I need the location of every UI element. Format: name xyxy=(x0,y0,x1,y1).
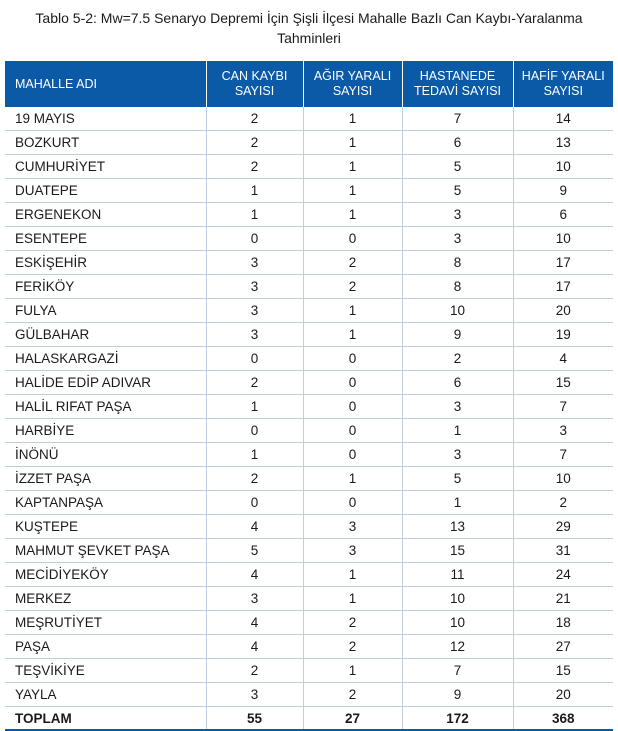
cell-hafif-yarali: 3 xyxy=(513,419,613,443)
cell-agir-yarali: 27 xyxy=(303,707,402,731)
cell-hastanede-tedavi: 10 xyxy=(402,299,513,323)
cell-hastanede-tedavi: 7 xyxy=(402,659,513,683)
cell-hafif-yarali: 9 xyxy=(513,179,613,203)
cell-hastanede-tedavi: 9 xyxy=(402,683,513,707)
cell-hafif-yarali: 6 xyxy=(513,203,613,227)
table-caption xyxy=(5,8,613,48)
caption-line-2: Tahminleri xyxy=(277,30,341,46)
cell-hafif-yarali: 19 xyxy=(513,323,613,347)
cell-hastanede-tedavi: 3 xyxy=(402,227,513,251)
cell-mahalle-name: GÜLBAHAR xyxy=(5,323,206,347)
cell-can-kaybi: 5 xyxy=(206,539,303,563)
cell-agir-yarali: 2 xyxy=(303,275,402,299)
cell-hastanede-tedavi: 13 xyxy=(402,515,513,539)
cell-agir-yarali: 1 xyxy=(303,563,402,587)
cell-agir-yarali: 1 xyxy=(303,131,402,155)
table-header xyxy=(5,61,613,107)
table-row xyxy=(5,467,613,491)
cell-mahalle-name: MEŞRUTİYET xyxy=(5,611,206,635)
cell-agir-yarali: 1 xyxy=(303,107,402,131)
cell-can-kaybi: 1 xyxy=(206,395,303,419)
cell-hafif-yarali: 27 xyxy=(513,635,613,659)
table-row xyxy=(5,635,613,659)
cell-can-kaybi: 2 xyxy=(206,371,303,395)
cell-mahalle-name: PAŞA xyxy=(5,635,206,659)
table-row xyxy=(5,683,613,707)
cell-agir-yarali: 0 xyxy=(303,395,402,419)
cell-hastanede-tedavi: 1 xyxy=(402,419,513,443)
cell-hastanede-tedavi: 2 xyxy=(402,347,513,371)
cell-can-kaybi: 4 xyxy=(206,635,303,659)
cell-mahalle-name: KAPTANPAŞA xyxy=(5,491,206,515)
table-row xyxy=(5,611,613,635)
table-row xyxy=(5,491,613,515)
cell-can-kaybi: 3 xyxy=(206,587,303,611)
cell-agir-yarali: 0 xyxy=(303,419,402,443)
cell-hastanede-tedavi: 8 xyxy=(402,275,513,299)
cell-hastanede-tedavi: 10 xyxy=(402,587,513,611)
cell-mahalle-name: HALASKARGAZİ xyxy=(5,347,206,371)
table-row xyxy=(5,107,613,131)
cell-can-kaybi: 1 xyxy=(206,203,303,227)
cell-can-kaybi: 2 xyxy=(206,131,303,155)
cell-hastanede-tedavi: 10 xyxy=(402,611,513,635)
cell-agir-yarali: 1 xyxy=(303,323,402,347)
table-row xyxy=(5,299,613,323)
cell-hafif-yarali: 15 xyxy=(513,371,613,395)
cell-mahalle-name: 19 MAYIS xyxy=(5,107,206,131)
table-row xyxy=(5,419,613,443)
table-row xyxy=(5,227,613,251)
cell-mahalle-name: DUATEPE xyxy=(5,179,206,203)
cell-hastanede-tedavi: 3 xyxy=(402,395,513,419)
cell-agir-yarali: 0 xyxy=(303,227,402,251)
cell-can-kaybi: 3 xyxy=(206,251,303,275)
cell-mahalle-name: İNÖNÜ xyxy=(5,443,206,467)
cell-mahalle-name: HALİL RIFAT PAŞA xyxy=(5,395,206,419)
cell-mahalle-name: MERKEZ xyxy=(5,587,206,611)
cell-can-kaybi: 55 xyxy=(206,707,303,731)
table-row xyxy=(5,539,613,563)
cell-hafif-yarali: 4 xyxy=(513,347,613,371)
cell-hafif-yarali: 7 xyxy=(513,443,613,467)
cell-agir-yarali: 1 xyxy=(303,203,402,227)
cell-mahalle-name: MECİDİYEKÖY xyxy=(5,563,206,587)
cell-hastanede-tedavi: 12 xyxy=(402,635,513,659)
cell-agir-yarali: 1 xyxy=(303,467,402,491)
cell-mahalle-name: MAHMUT ŞEVKET PAŞA xyxy=(5,539,206,563)
cell-can-kaybi: 4 xyxy=(206,611,303,635)
cell-agir-yarali: 0 xyxy=(303,371,402,395)
cell-agir-yarali: 2 xyxy=(303,251,402,275)
cell-can-kaybi: 0 xyxy=(206,227,303,251)
cell-hastanede-tedavi: 9 xyxy=(402,323,513,347)
cell-hafif-yarali: 7 xyxy=(513,395,613,419)
table-row xyxy=(5,347,613,371)
cell-agir-yarali: 2 xyxy=(303,683,402,707)
cell-hastanede-tedavi: 1 xyxy=(402,491,513,515)
cell-hastanede-tedavi: 172 xyxy=(402,707,513,731)
cell-agir-yarali: 0 xyxy=(303,443,402,467)
cell-can-kaybi: 1 xyxy=(206,443,303,467)
cell-hafif-yarali: 2 xyxy=(513,491,613,515)
casualty-table xyxy=(5,61,613,731)
cell-mahalle-name: KUŞTEPE xyxy=(5,515,206,539)
cell-mahalle-name: CUMHURİYET xyxy=(5,155,206,179)
table-row xyxy=(5,563,613,587)
cell-agir-yarali: 0 xyxy=(303,347,402,371)
cell-can-kaybi: 2 xyxy=(206,659,303,683)
cell-hafif-yarali: 368 xyxy=(513,707,613,731)
cell-agir-yarali: 1 xyxy=(303,299,402,323)
cell-mahalle-name: YAYLA xyxy=(5,683,206,707)
table-row xyxy=(5,131,613,155)
table-row xyxy=(5,659,613,683)
cell-can-kaybi: 3 xyxy=(206,275,303,299)
table-row xyxy=(5,515,613,539)
cell-agir-yarali: 1 xyxy=(303,179,402,203)
cell-hafif-yarali: 13 xyxy=(513,131,613,155)
cell-hafif-yarali: 18 xyxy=(513,611,613,635)
cell-hastanede-tedavi: 15 xyxy=(402,539,513,563)
cell-hastanede-tedavi: 7 xyxy=(402,107,513,131)
header-hafif-yarali: HAFİF YARALI SAYISI xyxy=(513,61,613,107)
table-row xyxy=(5,179,613,203)
cell-can-kaybi: 2 xyxy=(206,107,303,131)
cell-agir-yarali: 1 xyxy=(303,587,402,611)
table-row xyxy=(5,203,613,227)
header-hastanede-tedavi: HASTANEDE TEDAVİ SAYISI xyxy=(402,61,513,107)
cell-hafif-yarali: 10 xyxy=(513,227,613,251)
cell-mahalle-name: HARBİYE xyxy=(5,419,206,443)
cell-can-kaybi: 0 xyxy=(206,347,303,371)
table-row xyxy=(5,395,613,419)
cell-agir-yarali: 3 xyxy=(303,539,402,563)
cell-agir-yarali: 0 xyxy=(303,491,402,515)
cell-mahalle-name: HALİDE EDİP ADIVAR xyxy=(5,371,206,395)
cell-hastanede-tedavi: 11 xyxy=(402,563,513,587)
table-row xyxy=(5,251,613,275)
header-row xyxy=(5,61,613,107)
cell-hafif-yarali: 20 xyxy=(513,299,613,323)
cell-hastanede-tedavi: 5 xyxy=(402,155,513,179)
cell-hastanede-tedavi: 5 xyxy=(402,467,513,491)
cell-agir-yarali: 1 xyxy=(303,659,402,683)
cell-mahalle-name: FULYA xyxy=(5,299,206,323)
cell-hafif-yarali: 20 xyxy=(513,683,613,707)
cell-hafif-yarali: 10 xyxy=(513,155,613,179)
cell-mahalle-name: ERGENEKON xyxy=(5,203,206,227)
cell-agir-yarali: 1 xyxy=(303,155,402,179)
cell-hafif-yarali: 17 xyxy=(513,275,613,299)
cell-hafif-yarali: 14 xyxy=(513,107,613,131)
cell-hafif-yarali: 15 xyxy=(513,659,613,683)
total-row xyxy=(5,707,613,731)
cell-can-kaybi: 1 xyxy=(206,179,303,203)
cell-hafif-yarali: 29 xyxy=(513,515,613,539)
cell-can-kaybi: 2 xyxy=(206,155,303,179)
table-row xyxy=(5,323,613,347)
cell-can-kaybi: 3 xyxy=(206,299,303,323)
cell-hastanede-tedavi: 3 xyxy=(402,203,513,227)
cell-hafif-yarali: 17 xyxy=(513,251,613,275)
cell-mahalle-name: FERİKÖY xyxy=(5,275,206,299)
cell-agir-yarali: 2 xyxy=(303,635,402,659)
cell-hastanede-tedavi: 6 xyxy=(402,131,513,155)
table-row xyxy=(5,443,613,467)
table-body xyxy=(5,107,613,730)
cell-can-kaybi: 2 xyxy=(206,467,303,491)
cell-mahalle-name: ESENTEPE xyxy=(5,227,206,251)
cell-can-kaybi: 4 xyxy=(206,515,303,539)
cell-can-kaybi: 0 xyxy=(206,491,303,515)
cell-mahalle-name: TEŞVİKİYE xyxy=(5,659,206,683)
cell-hafif-yarali: 24 xyxy=(513,563,613,587)
cell-hastanede-tedavi: 6 xyxy=(402,371,513,395)
cell-hastanede-tedavi: 8 xyxy=(402,251,513,275)
cell-mahalle-name: İZZET PAŞA xyxy=(5,467,206,491)
cell-can-kaybi: 3 xyxy=(206,683,303,707)
cell-hastanede-tedavi: 5 xyxy=(402,179,513,203)
cell-can-kaybi: 3 xyxy=(206,323,303,347)
cell-hafif-yarali: 21 xyxy=(513,587,613,611)
table-row xyxy=(5,587,613,611)
cell-can-kaybi: 0 xyxy=(206,419,303,443)
cell-hafif-yarali: 10 xyxy=(513,467,613,491)
table-row xyxy=(5,155,613,179)
cell-hastanede-tedavi: 3 xyxy=(402,443,513,467)
cell-can-kaybi: 4 xyxy=(206,563,303,587)
cell-agir-yarali: 2 xyxy=(303,611,402,635)
header-mahalle-adi: MAHALLE ADI xyxy=(5,61,206,107)
cell-mahalle-name: ESKİŞEHİR xyxy=(5,251,206,275)
table-row xyxy=(5,371,613,395)
cell-agir-yarali: 3 xyxy=(303,515,402,539)
header-can-kaybi: CAN KAYBI SAYISI xyxy=(206,61,303,107)
table-row xyxy=(5,275,613,299)
cell-mahalle-name: BOZKURT xyxy=(5,131,206,155)
header-agir-yarali: AĞIR YARALI SAYISI xyxy=(303,61,402,107)
cell-hafif-yarali: 31 xyxy=(513,539,613,563)
cell-mahalle-name: TOPLAM xyxy=(5,707,206,731)
caption-line-1: Tablo 5-2: Mw=7.5 Senaryo Depremi İçin Şişli İlçesi Mahalle Bazlı Can Kaybı-Yaralanma xyxy=(35,10,583,26)
